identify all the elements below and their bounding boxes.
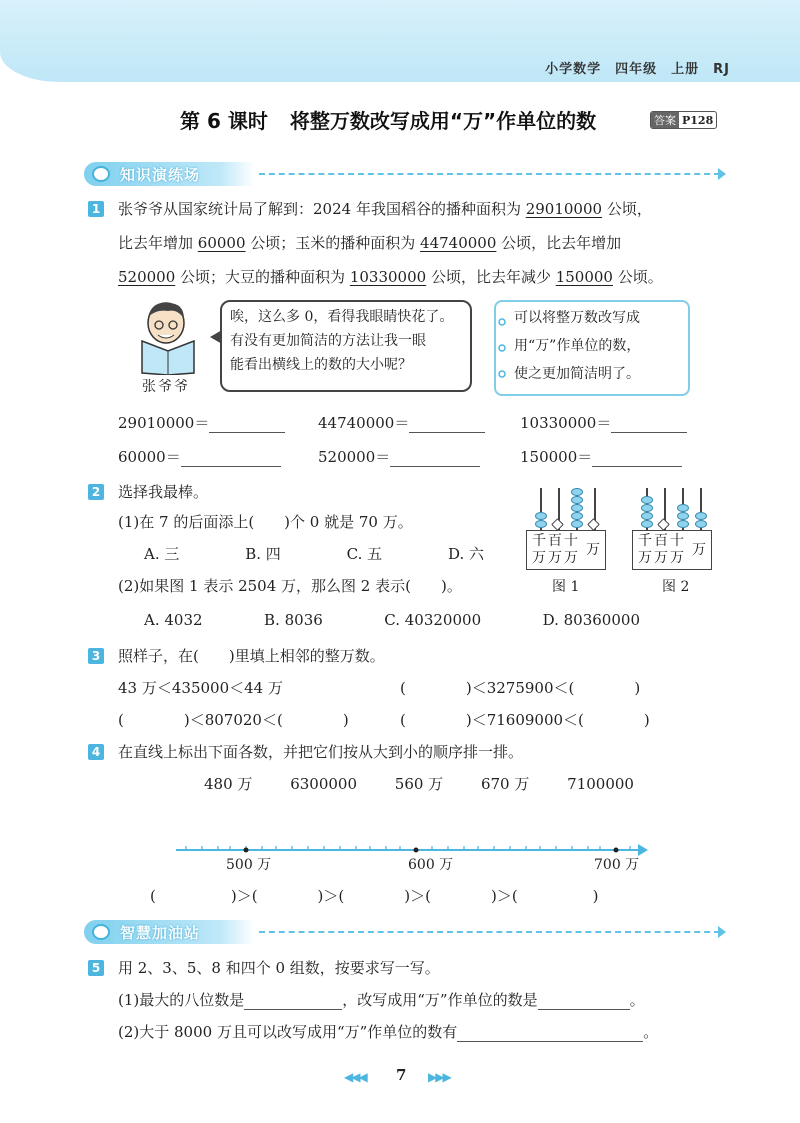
q2-part-2: (2)如果图 1 表示 2504 万，那么图 2 表示( )。 <box>118 577 462 595</box>
answer-blank[interactable] <box>538 1009 630 1010</box>
question-1-number: 1 <box>88 201 104 217</box>
q3-title: 照样子，在( )里填上相邻的整万数。 <box>118 647 385 665</box>
corn-increase: 520000 <box>118 268 176 286</box>
page-number: 7 <box>396 1066 407 1084</box>
figure-2-caption: 图 2 <box>662 579 690 595</box>
section-challenge-label: 智慧加油站 <box>120 924 201 942</box>
eq-2: 44740000＝ <box>318 413 485 433</box>
eq-5: 520000＝ <box>318 447 480 467</box>
q2-part-1: (1)在 7 的后面添上( )个 0 就是 70 万。 <box>118 513 413 531</box>
edition: RJ <box>713 62 730 77</box>
note-rings <box>494 300 514 396</box>
person-label: 张爷爷 <box>142 379 190 395</box>
q4-order[interactable]: ( )＞( )＞( )＞( )＞( ) <box>150 887 599 905</box>
eq-6: 150000＝ <box>520 447 682 467</box>
q5-part-2: (2)大于 8000 万且可以改写成用“万”作单位的数有 。 <box>118 1023 659 1041</box>
tip-text: 可以将整万数改写成 用“万”作单位的数， 使之更加简洁明了。 <box>514 310 641 382</box>
option[interactable]: C. 五 <box>346 545 383 563</box>
option[interactable]: A. 三 <box>144 545 180 563</box>
grade: 四年级 <box>615 62 658 77</box>
abacus-1-labels: 千 百 十 <box>532 533 578 549</box>
arrow-right-icon <box>718 168 726 180</box>
answer-page: P128 <box>682 113 714 127</box>
number-item: 480 万 <box>204 775 253 793</box>
number-item: 6300000 <box>290 775 357 793</box>
option[interactable]: C. 40320000 <box>384 611 482 629</box>
q5-title: 用 2、3、5、8 和四个 0 组数，按要求写一写。 <box>118 959 440 977</box>
lesson-number: 第 6 课时 <box>180 109 268 133</box>
number-item: 560 万 <box>394 775 444 793</box>
rice-area: 29010000 <box>525 200 603 218</box>
answer-reference <box>650 111 717 129</box>
option[interactable]: B. 8036 <box>264 611 323 629</box>
lesson-title: 将整万数改写成用“万”作单位的数 <box>289 109 597 133</box>
speech-text: 唉，这么多 0，看得我眼睛快花了。 有没有更加简洁的方法让我一眼 能看出横线上的数的大小呢？ <box>230 309 454 373</box>
number-item: 7100000 <box>567 775 634 793</box>
abacus-figure-2: 千 百 十 万 万 万 万 <box>632 488 716 574</box>
q2-part-1-options <box>144 544 484 564</box>
q1-line-1: 张爷爷从国家统计局了解到：2024 年我国稻谷的播种面积为 29010000 公顷， <box>118 200 652 218</box>
eq-3: 10330000＝ <box>520 413 687 433</box>
rice-increase: 60000 <box>197 234 246 252</box>
option[interactable]: D. 80360000 <box>542 611 640 629</box>
eq-1: 29010000＝ <box>118 413 285 433</box>
tick-label-600: 600 万 <box>408 857 454 873</box>
question-4-number: 4 <box>88 744 104 760</box>
arrow-right-icon <box>718 926 726 938</box>
hand-icon <box>92 166 110 182</box>
corn-area: 44740000 <box>420 234 497 252</box>
q4-title: 在直线上标出下面各数，并把它们按从大到小的顺序排一排。 <box>118 743 524 761</box>
speech-tail <box>210 330 222 344</box>
q3-item-b[interactable]: ( )＜3275900＜( ) <box>400 679 641 697</box>
page-title <box>180 105 596 134</box>
q3-item-d[interactable]: ( )＜71609000＜( ) <box>400 711 650 729</box>
q1-line-3: 520000 公顷；大豆的播种面积为 10330000 公顷，比去年减少 150000 公顷。 <box>118 268 663 286</box>
grandpa-illustration <box>128 295 208 375</box>
q1-line-2: 比去年增加 60000 公顷；玉米的播种面积为 44740000 公顷，比去年增加 <box>118 234 622 252</box>
option[interactable]: D. 六 <box>447 545 484 563</box>
prev-arrows-icon: ◀◀◀ <box>344 1070 366 1084</box>
figure-1-caption: 图 1 <box>552 579 580 595</box>
soy-decrease: 150000 <box>555 268 613 286</box>
answer-blank[interactable] <box>592 466 682 467</box>
q3-item-c[interactable]: ( )＜807020＜( ) <box>118 711 349 729</box>
answer-blank[interactable] <box>209 432 285 433</box>
option[interactable]: A. 4032 <box>144 611 203 629</box>
section-practice <box>84 162 720 186</box>
abacus-figure-1: 千 百 十 万 万 万 万 <box>526 488 610 574</box>
q4-numbers <box>204 774 634 794</box>
answer-blank[interactable] <box>409 432 485 433</box>
number-item: 670 万 <box>480 775 530 793</box>
question-3-number: 3 <box>88 648 104 664</box>
eq-4: 60000＝ <box>118 447 281 467</box>
subject: 小学数学 <box>545 62 602 77</box>
answer-blank[interactable] <box>457 1041 643 1042</box>
q2-part-2-options <box>144 610 640 630</box>
subject-header <box>545 58 730 77</box>
question-2-number: 2 <box>88 484 104 500</box>
hand-icon <box>92 924 110 940</box>
next-arrows-icon: ▶▶▶ <box>428 1070 450 1084</box>
q2-title: 选择我最棒。 <box>118 483 209 501</box>
question-5-number: 5 <box>88 960 104 976</box>
answer-label: 答案 <box>651 112 679 128</box>
answer-blank[interactable] <box>611 432 687 433</box>
answer-blank[interactable] <box>244 1009 342 1010</box>
q3-example[interactable]: 43 万＜435000＜44 万 <box>118 679 283 697</box>
answer-blank[interactable] <box>181 466 281 467</box>
soy-area: 10330000 <box>349 268 427 286</box>
tick-label-700: 700 万 <box>594 857 640 873</box>
option[interactable]: B. 四 <box>245 545 281 563</box>
volume: 上册 <box>671 62 700 77</box>
section-practice-label: 知识演练场 <box>120 166 201 184</box>
answer-blank[interactable] <box>390 466 480 467</box>
section-challenge <box>84 920 720 944</box>
abacus-2-labels: 千 百 十 <box>638 533 684 549</box>
q5-part-1: (1)最大的八位数是 ，改写成用“万”作单位的数是 。 <box>118 991 645 1009</box>
tick-label-500: 500 万 <box>226 857 272 873</box>
